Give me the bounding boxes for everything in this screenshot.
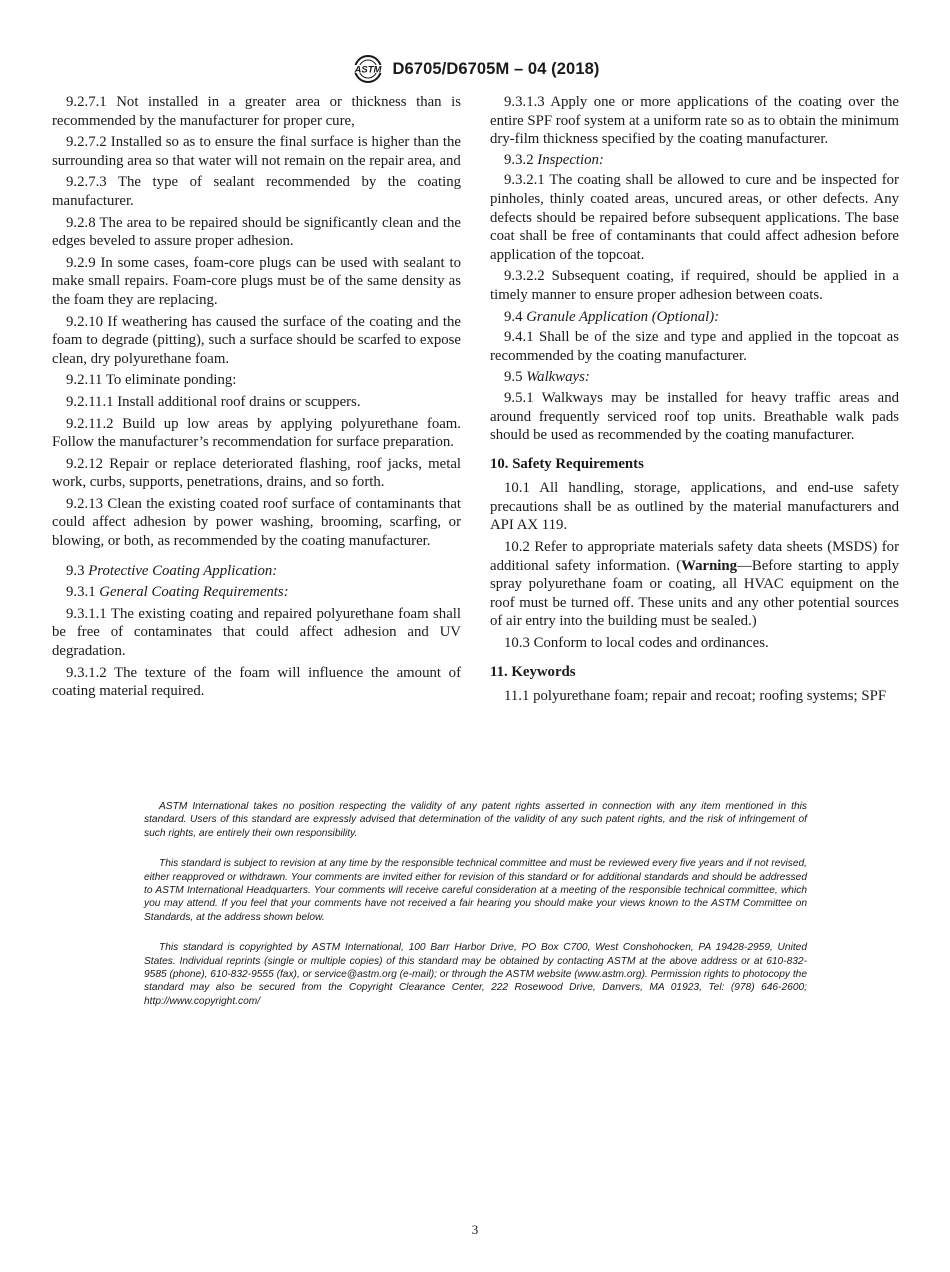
paragraph-text: If weathering has caused the surface of the coating and the foam to degrade (pitting), such a surface should be scarfed to expose clean, dry polyurethane foam. xyxy=(52,313,461,367)
paragraph-number: 9.2.7.1 xyxy=(66,94,107,110)
patent-notice: ASTM International takes no position respecting the validity of any patent rights asserted in connection with any item mentioned in this standard. Users of this standard are expressly advised that determination of the validity of any such patent rights, and the risk of infringement of such rights, are entirely their own responsibility. xyxy=(144,801,807,839)
paragraph-number: 9.3.2.2 xyxy=(504,268,545,285)
paragraph-text: Conform to local codes and ordinances. xyxy=(533,635,769,652)
paragraph-9-2-7-1 xyxy=(52,93,461,130)
paragraph-text: Install additional roof drains or scuppers. xyxy=(117,393,361,410)
copyright-notice: This standard is copyrighted by ASTM International, 100 Barr Harbor Drive, PO Box C700, West Conshohocken, PA 19428-2959, United States. Individual reprints (single or multiple copies) of this standard may be obtained by contacting ASTM at the above address or at 610-832-9585 (phone), 610-832-9555 (fax), or service@astm.org (e-mail); or through the ASTM website (www.astm.org). Permission rights to photocopy the standard may also be secured from the Copyright Clearance Center, 222 Rosewood Drive, Danvers, MA 01923, Tel: (978) 646-2600; http://www.copyright.com/ xyxy=(144,942,807,1007)
paragraph-number: 10.1 xyxy=(504,480,530,497)
paragraph-9-2-8 xyxy=(52,214,461,251)
paragraph-number: 9.2.12 xyxy=(66,455,103,472)
paragraph-text: Clean the existing coated roof surface of contaminants that could affect adhesion by power washing, brooming, scarfing, or blowing, or both, as recommended by the coating manufacturer. xyxy=(52,495,461,550)
logo-lettering: ASTM xyxy=(354,64,381,76)
subsection-title: Granule Application (Optional): xyxy=(526,308,720,325)
paragraph-number: 9.2.7.2 xyxy=(66,134,107,151)
paragraph-9-3-1 xyxy=(52,583,461,602)
page-number: 3 xyxy=(471,1222,479,1237)
paragraph-text: Subsequent coating, if required, should be applied in a timely manner to ensure proper adhesion between coats. xyxy=(490,268,899,303)
paragraph-text: Repair or replace deteriorated flashing, roof jacks, metal work, curbs, supports, penetrations, drains, and so forth. xyxy=(52,455,461,491)
warning-label: Warning xyxy=(681,557,738,574)
legal-notes xyxy=(144,800,807,1025)
paragraph-number: 9.3 xyxy=(66,562,85,579)
paragraph-9-2-12 xyxy=(52,455,461,492)
paragraph-text: Walkways may be installed for heavy traffic areas and around frequently serviced roof top units. Breathable walk pads should be used as recommended by the coating manufacturer. xyxy=(490,389,899,444)
paragraph-text: In some cases, foam-core plugs can be used with sealant to make small repairs. Foam-core plugs must be of the same density as the foam they are replacing. xyxy=(52,254,461,308)
paragraph-9-3-1-2 xyxy=(52,664,461,701)
page-header xyxy=(0,54,950,84)
paragraph-9-3-2-2 xyxy=(490,267,899,304)
paragraph-11-1 xyxy=(490,687,899,706)
paragraph-9-5 xyxy=(490,368,899,387)
paragraph-text: —Before starting to apply spray polyurethane foam or coating, all HVAC equipment on the roof must be turned off. These units and any other potential sources of air entry into the building must be sealed.) xyxy=(490,557,899,630)
paragraph-number: 9.2.11.1 xyxy=(66,393,114,410)
paragraph-number: 9.2.8 xyxy=(66,214,96,231)
paragraph-9-3-1-1 xyxy=(52,605,461,661)
paragraph-text: Build up low areas by applying polyurethane foam. Follow the manufacturer’s recommendation for surface preparation. xyxy=(52,415,461,451)
paragraph-number: 9.2.13 xyxy=(66,495,103,512)
paragraph-9-5-1 xyxy=(490,389,899,445)
paragraph-9-3-2-1 xyxy=(490,171,899,264)
paragraph-10-1 xyxy=(490,479,899,535)
paragraph-number: 9.3.1.3 xyxy=(504,94,545,110)
paragraph-number: 9.5 xyxy=(504,369,523,386)
paragraph-number: 9.2.7.3 xyxy=(66,174,107,191)
astm-logo-icon xyxy=(351,54,385,84)
paragraph-9-3 xyxy=(52,562,461,581)
paragraph-9-3-1-3 xyxy=(490,93,899,149)
paragraph-9-3-2 xyxy=(490,151,899,170)
paragraph-10-3 xyxy=(490,634,899,653)
paragraph-text: To eliminate ponding: xyxy=(105,372,237,389)
paragraph-number: 9.3.1.1 xyxy=(66,605,107,622)
paragraph-number: 10.3 xyxy=(504,635,530,652)
paragraph-number: 9.5.1 xyxy=(504,389,534,406)
paragraph-text: The coating shall be allowed to cure and be inspected for pinholes, thinly coated areas, uncured areas, or other defects. Any defects should be repaired before subsequent applications. The base coat shall be free of contaminants that could affect adhesion before application of the topcoat. xyxy=(490,172,899,263)
revision-notice: This standard is subject to revision at any time by the responsible technical committee and must be reviewed every five years and if not revised, either reapproved or withdrawn. Your comments are invited either for revision of this standard or for additional standards and should be addressed to ASTM International Headquarters. Your comments will receive careful consideration at a meeting of the responsible technical committee, which you may attend. If you feel that your comments have not received a fair hearing you should make your views known to the ASTM Committee on Standards, at the address shown below. xyxy=(144,858,807,923)
subsection-title: Walkways: xyxy=(526,369,590,386)
paragraph-text: Shall be of the size and type and applied in the topcoat as recommended by the coating manufacturer. xyxy=(490,329,900,364)
paragraph-text: The type of sealant recommended by the coating manufacturer. xyxy=(52,174,461,209)
paragraph-9-2-10 xyxy=(52,313,461,369)
paragraph-number: 9.3.2 xyxy=(504,151,534,168)
paragraph-text: polyurethane foam; repair and recoat; roofing systems; SPF xyxy=(533,688,887,705)
left-column xyxy=(52,93,461,704)
paragraph-9-4-1 xyxy=(490,328,899,365)
paragraph-9-4 xyxy=(490,308,899,327)
paragraph-9-2-11-2 xyxy=(52,415,461,452)
section-heading-safety: 10. Safety Requirements xyxy=(490,455,644,472)
paragraph-number: 9.2.11 xyxy=(66,372,103,389)
paragraph-10-2 xyxy=(490,538,899,631)
paragraph-number: 9.3.1.2 xyxy=(66,664,107,681)
paragraph-number: 9.4.1 xyxy=(504,329,534,346)
paragraph-number: 9.2.10 xyxy=(66,313,103,330)
paragraph-number: 9.3.1 xyxy=(66,584,96,601)
subsection-title: General Coating Requirements: xyxy=(99,584,289,601)
paragraph-text: Apply one or more applications of the coating over the entire SPF roof system at a uniform rate so as to obtain the minimum dry-film thickness specified by the coating manufacturer. xyxy=(490,94,899,148)
paragraph-number: 9.3.2.1 xyxy=(504,172,545,189)
paragraph-9-2-9 xyxy=(52,254,461,310)
paragraph-text: The texture of the foam will influence the amount of coating material required. xyxy=(52,664,461,700)
paragraph-9-2-11-1 xyxy=(52,393,461,412)
paragraph-text: Refer to appropriate materials safety data sheets (MSDS) for additional safety information. ( xyxy=(490,539,899,574)
subsection-title: Protective Coating Application: xyxy=(88,562,278,579)
subsection-title: Inspection: xyxy=(537,151,604,168)
document-designation: D6705/D6705M – 04 (2018) xyxy=(392,59,600,78)
paragraph-9-2-11 xyxy=(52,371,461,390)
paragraph-9-2-7-3 xyxy=(52,173,461,210)
paragraph-text: Installed so as to ensure the final surface is higher than the surrounding area so that water will not remain on the repair area, and xyxy=(52,134,462,169)
paragraph-text: The existing coating and repaired polyurethane foam shall be free of contaminates that could affect adhesion and UV degradation. xyxy=(52,605,461,660)
paragraph-number: 9.2.9 xyxy=(66,254,96,271)
paragraph-number: 9.4 xyxy=(504,308,523,325)
paragraph-number: 11.1 xyxy=(504,688,530,705)
paragraph-number: 9.2.11.2 xyxy=(66,415,114,432)
paragraph-text: All handling, storage, applications, and end-use safety precautions shall be as outlined by the material manufacturers and API AX 119. xyxy=(490,480,899,534)
paragraph-9-2-7-2 xyxy=(52,133,461,170)
paragraph-text: The area to be repaired should be significantly clean and the edges beveled to assure proper adhesion. xyxy=(52,214,461,250)
paragraph-text: Not installed in a greater area or thickness than is recommended by the manufacturer for proper cure, xyxy=(52,94,461,129)
right-column xyxy=(490,93,899,709)
section-heading-keywords: 11. Keywords xyxy=(490,663,576,680)
paragraph-9-2-13 xyxy=(52,495,461,551)
paragraph-number: 10.2 xyxy=(504,539,530,556)
